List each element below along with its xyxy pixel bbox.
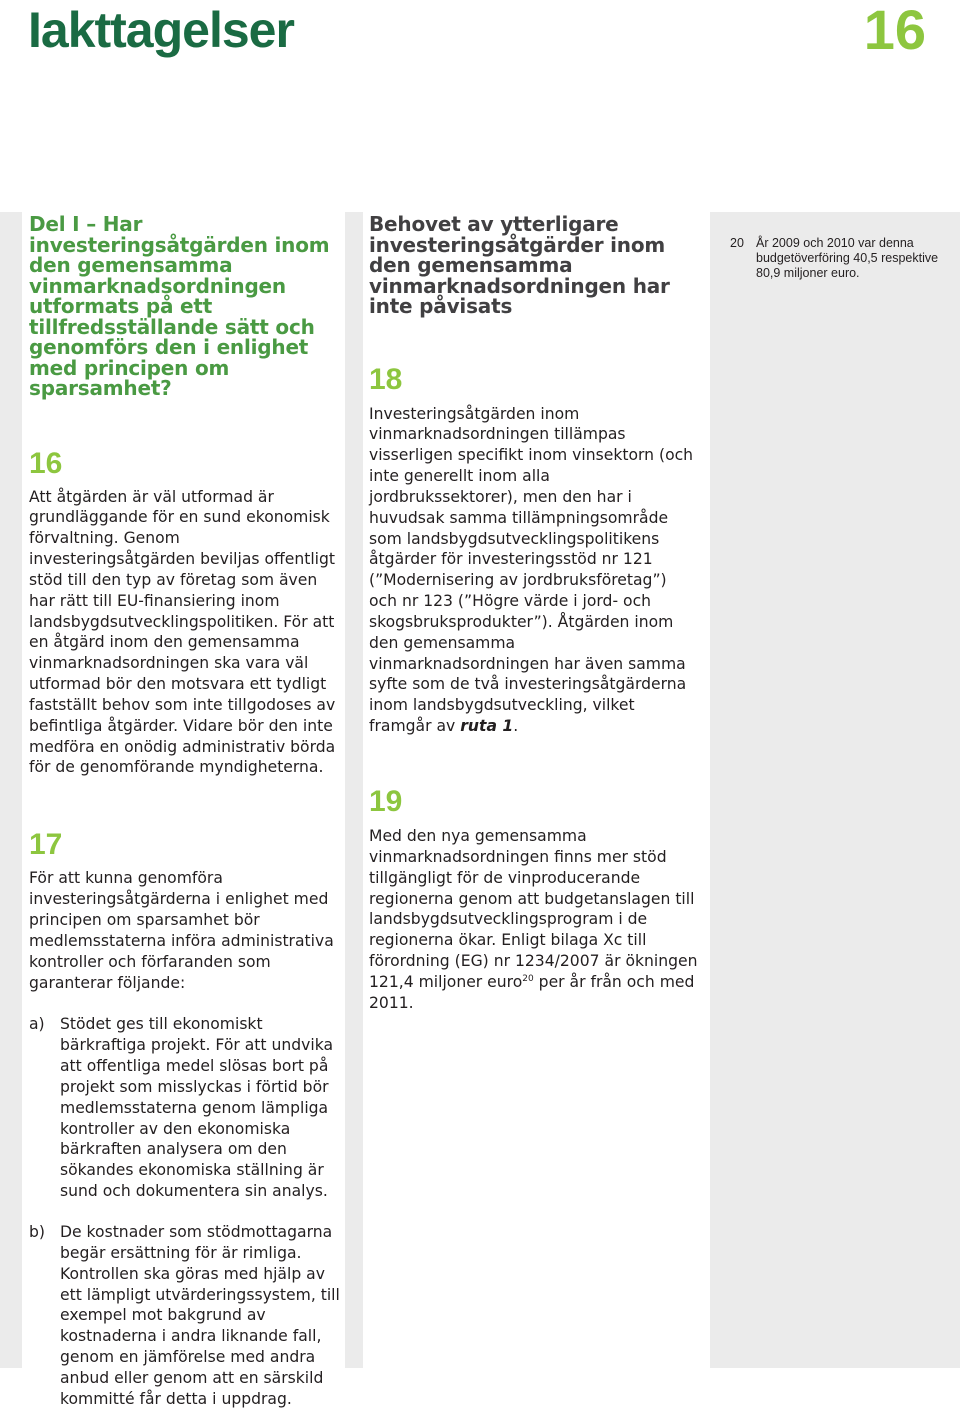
footnote-text: År 2009 och 2010 var denna budgetöverföring 40,5 respektive 80,9 miljoner euro. xyxy=(756,236,939,280)
paragraph-19 xyxy=(369,787,699,1014)
footnote-column-band xyxy=(710,212,960,1368)
footnote-number: 20 xyxy=(730,236,744,250)
list-item-text: Stödet ges till ekonomiskt bärkraftiga projekt. För att undvika att offentliga medel slösas bort på projekt som misslyckas i förtid bör medlemsstaterna genom lämpliga kontroller av den ekonomiska bärkraften analysera om den sökandes ekonomiska ställning är sund och dokumentera sin analys. xyxy=(60,1015,334,1201)
middle-column xyxy=(369,214,699,1014)
paragraph-text: För att kunna genomföra investeringsåtgärderna i enlighet med principen om sparsamhet bör medlemsstaterna införa administrativa kontroller och förfaranden som garanterar följande: xyxy=(29,869,334,992)
box-reference-link[interactable]: ruta 1 xyxy=(460,717,514,736)
left-margin-band xyxy=(0,212,22,1368)
footnote-20 xyxy=(730,236,945,281)
paragraph-text-end: per år från och med 2011. xyxy=(369,972,695,1012)
section-heading-part-1: Del I – Har investeringsåtgärden inom den gemensamma vinmarknadsordningen utformats på ett tillfredsställande sätt och genomförs den i enlighet med principen om sparsamhet? xyxy=(29,212,330,400)
column-gutter-band xyxy=(345,212,363,1368)
section-heading-investment-need: Behovet av ytterligare investeringsåtgärder inom den gemensamma vinmarknadsordningen har inte påvisats xyxy=(369,212,670,318)
paragraph-16 xyxy=(29,446,347,779)
list-marker: b) xyxy=(29,1222,45,1241)
page-title: Iakttagelser xyxy=(28,2,294,58)
paragraph-text-main: Med den nya gemensamma vinmarknadsordningen finns mer stöd tillgängligt för de vinproducerande regionerna genom att budgetanslagen till landsbygdsutvecklingsprogram i de regionerna ökar. Enligt bilaga Xc till förordning (EG) nr 1234/2007 är ökningen 121,4 miljoner euro xyxy=(369,827,698,991)
paragraph-text xyxy=(369,404,699,738)
paragraph-18 xyxy=(369,362,699,738)
paragraph-text: Att åtgärden är väl utformad är grundläggande för en sund ekonomisk förvaltning. Genom investeringsåtgärden beviljas offentligt stöd till den typ av företag som även har rätt till EU-finansiering inom landsbygdsutvecklingspolitiken. För att en åtgärd inom den gemensamma vinmarknadsordningen ska vara väl utformad bör den motsvara ett tydligt fastställt behov som inte tillgodoses av befintliga åtgärder. Vidare bör den inte medföra en onödig administrativ börda för de genomförande myndigheterna. xyxy=(29,487,336,777)
paragraph-text-end: . xyxy=(513,717,519,736)
list-marker: a) xyxy=(29,1015,45,1034)
list-item-text: De kostnader som stödmottagarna begär ersättning för är rimliga. Kontrollen ska göras med hjälp av ett lämpligt utvärderingssystem, till exempel mot bakgrund av kostnaderna i andra liknande fall, genom en jämförelse med andra anbud eller genom att en särskild kommitté får detta i uppdrag. xyxy=(60,1222,340,1408)
paragraph-text xyxy=(369,826,699,1014)
list-item-a xyxy=(29,1014,347,1202)
paragraph-number: 16 xyxy=(29,446,63,480)
left-column xyxy=(29,214,347,1410)
footnote-reference[interactable]: 20 xyxy=(522,973,534,984)
paragraph-number: 18 xyxy=(369,362,403,396)
paragraph-number: 17 xyxy=(29,828,63,862)
list-item-b xyxy=(29,1222,347,1410)
page-number: 16 xyxy=(863,0,926,61)
paragraph-number: 19 xyxy=(369,785,403,818)
paragraph-17 xyxy=(29,830,347,1409)
paragraph-text-main: Investeringsåtgärden inom vinmarknadsordningen tillämpas visserligen specifikt inom vinsektorn (och inte generellt inom alla jordbrukssektorer), men den har i huvudsak samma tillämpningsområde som landsbygdsutvecklingspolitikens åtgärder för investeringsstöd nr 121 (”Modernisering av jordbruksföretag”) och nr 123 (”Högre värde i jord- och skogsbruksprodukter”). Åtgärden inom den gemensamma vinmarknadsordningen har även samma syfte som de två investeringsåtgärderna inom landsbygdsutveckling, vilket framgår av xyxy=(369,404,694,736)
